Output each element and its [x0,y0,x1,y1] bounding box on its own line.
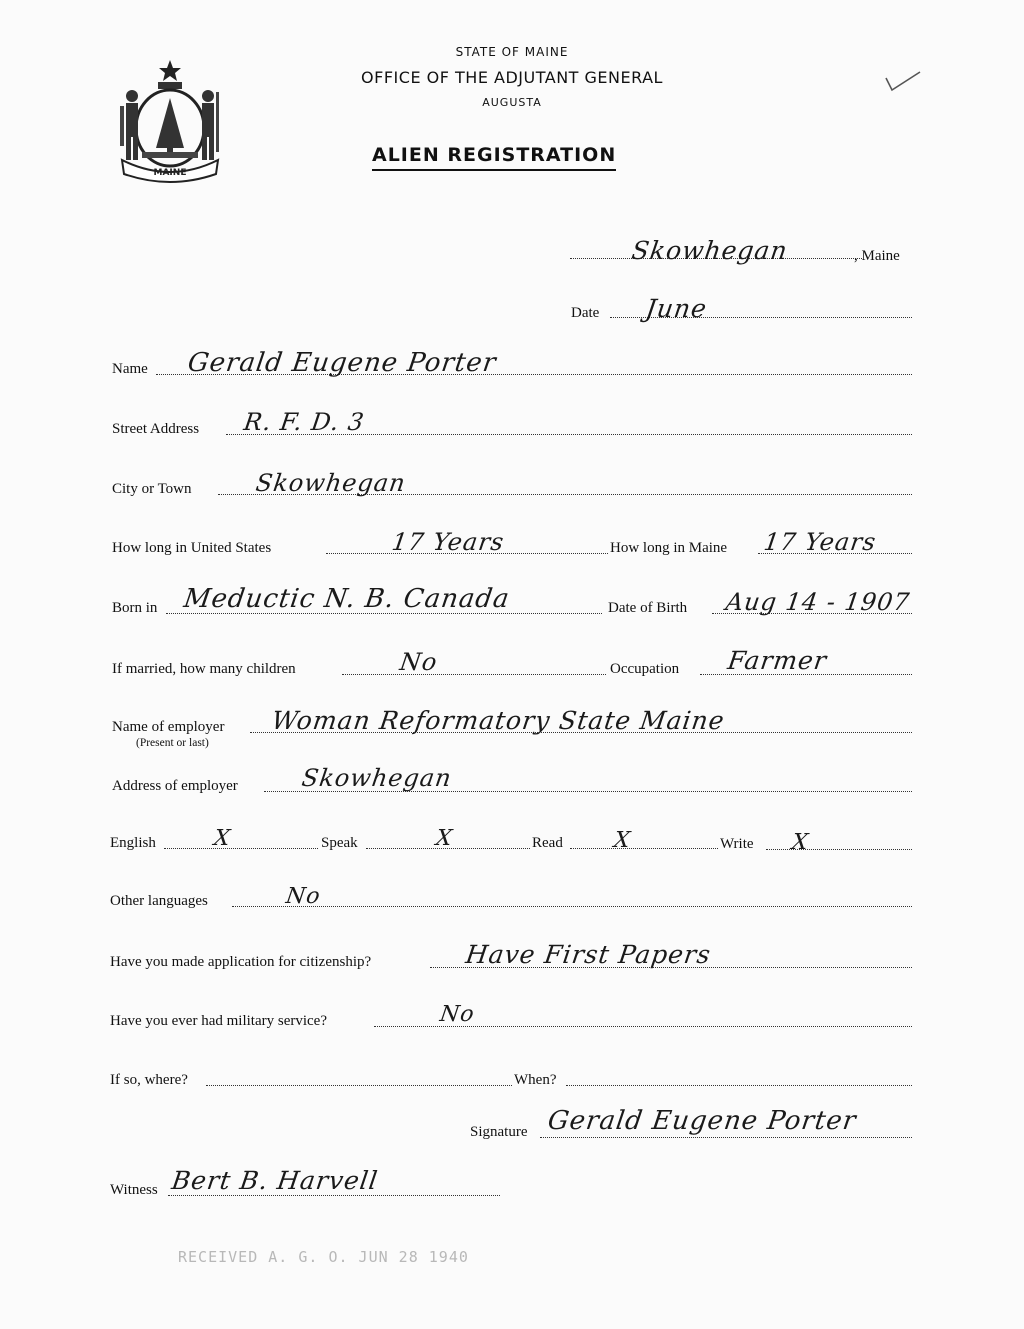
place-value: Skowhegan [629,236,790,265]
when-label: When? [514,1072,557,1088]
occupation-label: Occupation [610,661,680,677]
svg-text:MAINE: MAINE [153,168,187,178]
signature-value: Gerald Eugene Porter [545,1106,859,1136]
employer-address-value: Skowhegan [300,764,454,792]
street-label: Street Address [112,421,200,437]
children-label: If married, how many children [112,661,296,677]
citizenship-label: Have you made application for citizenship? [110,954,372,970]
witness-value: Bert B. Harvell [169,1166,380,1195]
name-label: Name [112,361,148,377]
born-in-label: Born in [112,600,158,616]
date-label: Date [571,305,600,321]
military-value: No [438,1002,477,1027]
military-label: Have you ever had military service? [110,1013,327,1029]
check-mark-icon [882,66,924,96]
speak-label: Speak [321,835,358,851]
how-long-us-label: How long in United States [112,540,272,556]
city-label: City or Town [112,481,192,497]
english-label: English [110,835,156,851]
office-heading: OFFICE OF THE ADJUTANT GENERAL [361,68,663,87]
born-in-value: Meductic N. B. Canada [181,584,512,614]
how-long-us-value: 17 Years [390,528,507,556]
city-value: Skowhegan [254,469,408,497]
where-label: If so, where? [110,1072,188,1088]
dob-label: Date of Birth [608,600,688,616]
employer-sublabel: (Present or last) [136,737,209,749]
other-languages-label: Other languages [110,893,208,909]
employer-address-label: Address of employer [112,778,238,794]
witness-label: Witness [110,1182,158,1198]
street-value: R. F. D. 3 [242,408,367,436]
form-title: ALIEN REGISTRATION [372,144,616,171]
state-heading: STATE OF MAINE [455,45,569,59]
write-value: X [790,830,811,855]
other-languages-value: No [284,884,323,909]
date-value: June [643,294,710,323]
employer-label: Name of employer [112,719,225,735]
signature-label: Signature [470,1124,528,1140]
employer-value: Woman Reformatory State Maine [269,706,727,735]
maine-state-seal-icon [112,56,228,186]
write-label: Write [720,836,754,852]
how-long-maine-value: 17 Years [762,528,879,556]
english-value: X [212,826,233,851]
occupation-value: Farmer [725,646,830,675]
city-heading: AUGUSTA [482,96,542,109]
read-label: Read [532,835,563,851]
received-stamp: RECEIVED A. G. O. JUN 28 1940 [178,1248,469,1266]
dob-value: Aug 14 - 1907 [724,588,912,616]
how-long-maine-label: How long in Maine [610,540,728,556]
citizenship-value: Have First Papers [463,940,713,969]
maine-suffix: , Maine [854,248,900,264]
name-value: Gerald Eugene Porter [185,348,499,378]
children-value: No [398,648,440,676]
read-value: X [612,828,633,853]
speak-value: X [434,826,455,851]
